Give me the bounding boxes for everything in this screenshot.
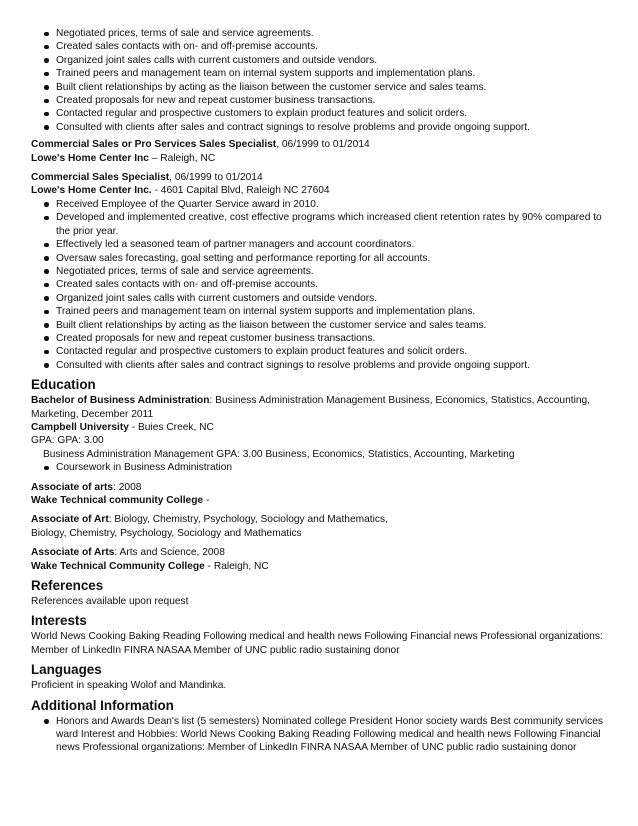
job-dates: , 06/1999 to 01/2014 xyxy=(276,139,370,151)
job2-bullet-list xyxy=(31,198,610,372)
education-entry-1 xyxy=(31,394,610,421)
additional-info-heading: Additional Information xyxy=(31,697,174,713)
languages-text: Proficient in speaking Wolof and Mandinka. xyxy=(31,680,227,692)
company-name: Lowe's Home Center Inc. xyxy=(31,185,152,197)
additional-info-list xyxy=(31,715,610,755)
gpa-detail: Business Administration Management GPA: 3.00 Business, Economics, Statistics, Accounting, Marketing xyxy=(43,448,515,460)
list-item: Built client relationships by acting as the liaison between the customer service and sales teams. xyxy=(31,81,610,94)
list-item: Honors and Awards Dean's list (5 semesters) Nominated college President Honor society wards Best community services ward Interest and Hobbies: World News Cooking Baking Reading Following medical and health news Following Financial news Professional organizations: Member of LinkedIn FINRA NASAA Member of UNC public radio sustaining donor xyxy=(31,715,610,755)
list-item: Consulted with clients after sales and contract signings to resolve problems and provide ongoing support. xyxy=(31,359,610,372)
list-item: Effectively led a seasoned team of partner managers and account coordinators. xyxy=(31,238,610,251)
list-item: Received Employee of the Quarter Service award in 2010. xyxy=(31,198,610,211)
list-item: Created sales contacts with on- and off-premise accounts. xyxy=(31,40,610,53)
school-name: Campbell University xyxy=(31,421,129,433)
list-item: Created proposals for new and repeat customer business transactions. xyxy=(31,332,610,345)
list-item: Developed and implemented creative, cost effective programs which increased client retention rates by 90% compared to the prior year. xyxy=(31,211,610,238)
school-line xyxy=(31,494,610,507)
list-item: Created sales contacts with on- and off-premise accounts. xyxy=(31,278,610,291)
company-location: - 4601 Capital Blvd, Raleigh NC 27604 xyxy=(151,185,330,197)
interests-text: World News Cooking Baking Reading Following medical and health news Following Financial news Professional organizations: Member of LinkedIn FINRA NASAA Member of UNC public radio sustaining donor xyxy=(31,631,603,656)
list-item: Contacted regular and prospective customers to explain product features and solicit orders. xyxy=(31,107,610,120)
school-name: Wake Technical community College xyxy=(31,495,204,506)
school-location: - xyxy=(203,495,210,506)
degree-subjects: Biology, Chemistry, Psychology, Sociology and Mathematics xyxy=(31,527,302,539)
school-location: - Buies Creek, NC xyxy=(128,421,214,433)
job2-company-line xyxy=(31,184,610,197)
education-heading: Education xyxy=(31,377,96,393)
education-entry-4 xyxy=(31,546,610,559)
school-line xyxy=(31,421,610,434)
interests-heading: Interests xyxy=(31,613,87,629)
company-name: Lowe's Home Center Inc xyxy=(31,152,149,164)
list-item: Coursework in Business Administration xyxy=(31,461,610,474)
education-entry-3 xyxy=(31,513,610,526)
degree-detail: : Arts and Science, 2008 xyxy=(114,547,225,559)
degree-detail: : 2008 xyxy=(113,481,142,493)
job2-title-line xyxy=(31,171,610,184)
list-item: Negotiated prices, terms of sale and service agreements. xyxy=(31,265,610,278)
languages-heading: Languages xyxy=(31,662,102,678)
school-location: - Raleigh, NC xyxy=(204,560,269,572)
list-item: Oversaw sales forecasting, goal setting and performance reporting for all accounts. xyxy=(31,252,610,265)
degree-detail: : Biology, Chemistry, Psychology, Sociology and Mathematics, xyxy=(108,514,388,526)
list-item: Built client relationships by acting as the liaison between the customer service and sales teams. xyxy=(31,319,610,332)
degree-name: Associate of Arts xyxy=(31,547,115,559)
job-dates: , 06/1999 to 01/2014 xyxy=(169,172,263,184)
degree-name: Bachelor of Business Administration xyxy=(31,395,210,407)
list-item: Organized joint sales calls with current customers and outside vendors. xyxy=(31,292,610,305)
references-text: References available upon request xyxy=(31,596,189,608)
references-heading: References xyxy=(31,578,104,594)
list-item: Created proposals for new and repeat customer business transactions. xyxy=(31,94,610,107)
list-item: Negotiated prices, terms of sale and service agreements. xyxy=(31,27,610,40)
degree-name: Associate of arts xyxy=(31,481,114,493)
top-bullet-list xyxy=(31,27,610,134)
job-title: Commercial Sales or Pro Services Sales Specialist xyxy=(31,139,277,151)
list-item: Trained peers and management team on internal system supports and implementation plans. xyxy=(31,305,610,318)
coursework-list xyxy=(31,461,610,474)
school-name: Wake Technical Community College xyxy=(31,560,205,572)
list-item: Organized joint sales calls with current customers and outside vendors. xyxy=(31,54,610,67)
company-location: – Raleigh, NC xyxy=(148,152,216,164)
job-title: Commercial Sales Specialist xyxy=(31,172,170,184)
job1-title-line xyxy=(31,138,610,151)
gpa-line: GPA: GPA: 3.00 xyxy=(31,435,104,447)
list-item: Trained peers and management team on internal system supports and implementation plans. xyxy=(31,67,610,80)
education-entry-2 xyxy=(31,481,610,494)
list-item: Consulted with clients after sales and contract signings to resolve problems and provide ongoing support. xyxy=(31,121,610,134)
job1-company-line xyxy=(31,152,610,165)
school-line xyxy=(31,560,610,573)
list-item: Contacted regular and prospective customers to explain product features and solicit orders. xyxy=(31,345,610,358)
degree-name: Associate of Art xyxy=(31,514,109,526)
degree-detail: : Business Administration Management Business, Economics, Statistics, Accounting, Marketing, December 2011 xyxy=(31,395,591,420)
